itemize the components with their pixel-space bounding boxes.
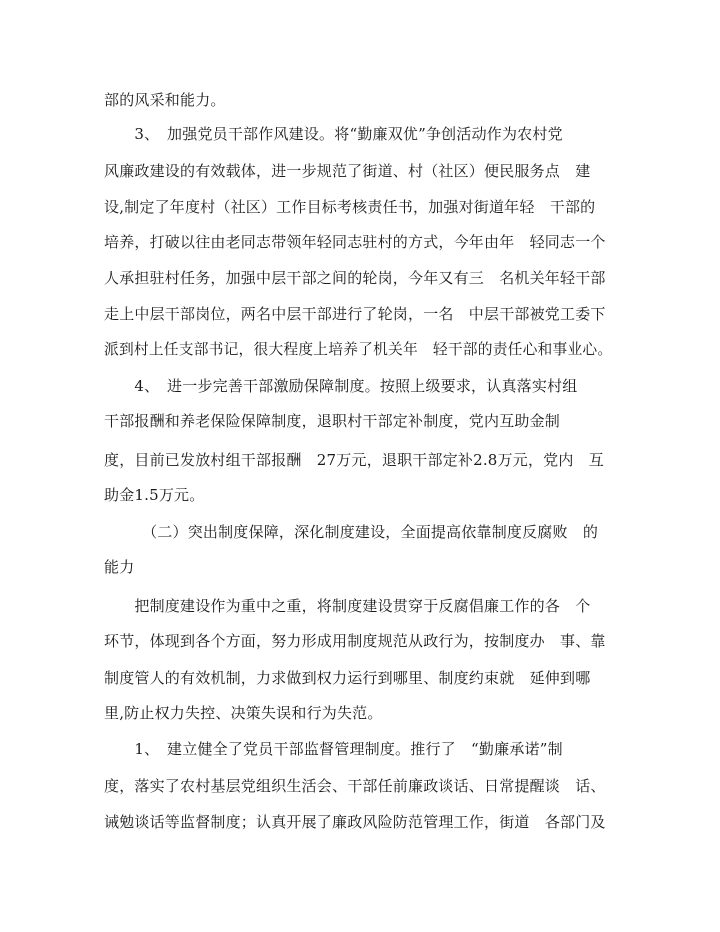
- text-line: 里,防止权力失控、决策失误和行为失范。: [104, 704, 383, 722]
- text-line: 1、 建立健全了党员干部监督管理制度。推行了 “勤廉承诺”制: [104, 740, 563, 758]
- text-line: 走上中层干部岗位，两名中层干部进行了轮岗，一名 中层干部被党工委下: [104, 305, 606, 323]
- text-line: 培养，打破以往由老同志带领年轻同志驻村的方式，今年由年 轻同志一个: [104, 233, 606, 251]
- section-heading: 能力: [104, 558, 135, 576]
- text-line: 诫勉谈话等监督制度；认真开展了廉政风险防范管理工作，街道 各部门及: [104, 813, 606, 831]
- text-line: 部的风采和能力。: [104, 91, 226, 109]
- text-line: 助金1.5万元。: [104, 486, 205, 504]
- text-line: 度，目前已发放村组干部报酬 27万元，退职干部定补2.8万元，党内 互: [104, 451, 604, 469]
- section-heading: （二）突出制度保障，深化制度建设，全面提高依靠制度反腐败 的: [104, 523, 599, 541]
- text-line: 3、 加强党员干部作风建设。将“勤廉双优”争创活动作为农村党: [104, 125, 563, 143]
- text-line: 制度管人的有效机制，力求做到权力运行到哪里、制度约束就 延伸到哪: [104, 669, 591, 687]
- text-line: 4、 进一步完善干部激励保障制度。按照上级要求，认真落实村组: [104, 377, 578, 395]
- text-line: 度，落实了农村基层党组织生活会、干部任前廉政谈话、日常提醒谈 话、: [104, 777, 606, 795]
- text-line: 把制度建设作为重中之重，将制度建设贯穿于反腐倡廉工作的各 个: [104, 597, 591, 615]
- text-line: 人承担驻村任务，加强中层干部之间的轮岗，今年又有三 名机关年轻干部: [104, 269, 606, 287]
- text-line: 干部报酬和养老保险保障制度，退职村干部定补制度，党内互助金制: [104, 412, 561, 430]
- text-line: 环节，体现到各个方面，努力形成用制度规范从政行为，按制度办 事、靠: [104, 632, 606, 650]
- text-line: 风廉政建设的有效载体，进一步规范了街道、村（社区）便民服务点 建: [104, 162, 591, 180]
- text-line: 派到村上任支部书记，很大程度上培养了机关年 轻干部的责任心和事业心。: [104, 341, 613, 358]
- text-line: 设,制定了年度村（社区）工作目标考核责任书，加强对街道年轻 干部的: [104, 198, 596, 216]
